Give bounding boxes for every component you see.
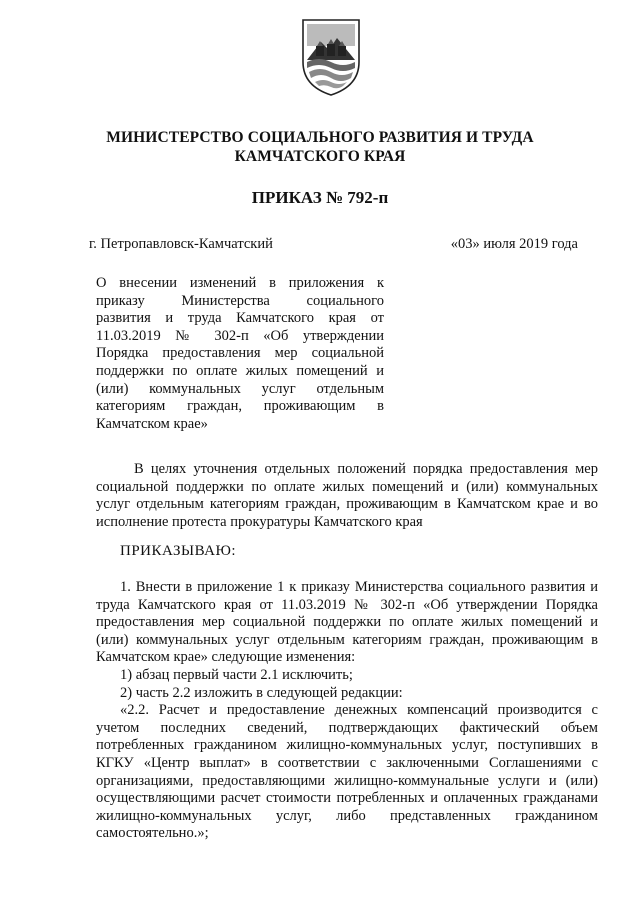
- sub-item-1: 1) абзац первый части 2.1 исключить;: [120, 666, 353, 683]
- subject-line: Порядка предоставления мер социальной: [96, 345, 384, 362]
- ministry-name-line1: МИНИСТЕРСТВО СОЦИАЛЬНОГО РАЗВИТИЯ И ТРУДА: [106, 129, 534, 146]
- subject-line: О внесении изменений в приложения к: [96, 275, 384, 291]
- order-items: [96, 579, 598, 843]
- item-1-paragraph: 1. Внести в приложение 1 к приказу Министерства социального развития и труда Камчатского края от 11.03.2019 № 302-п «Об утверждении Порядка предоставления мер социальной поддержки по оплате жилых помещений и (или) коммунальных услуг отдельным категориям граждан, проживающим в Камчатском крае» следующие изменения:: [96, 579, 598, 666]
- preamble-paragraph: В целях уточнения отдельных положений порядка предоставления мер социальной поддержки по оплате жилых помещений и (или) коммунальных услуг отдельным категориям граждан, проживающим в Камчатском крае и во исполнение протеста прокуратуры Камчатского края: [96, 461, 598, 530]
- order-date: «03» июля 2019 года: [450, 236, 578, 252]
- place-of-issue: г. Петропавловск-Камчатский: [89, 236, 273, 252]
- order-directive: ПРИКАЗЫВАЮ:: [120, 543, 237, 559]
- subject-line: приказу Министерства социального: [96, 292, 384, 309]
- quoted-section-2-2: «2.2. Расчет и предоставление денежных компенсаций производится с учетом последних сведений, подтверждающих фактический объем потребленных гражданином жилищно-коммунальных услуг, поступивших в КГКУ «Центр выплат» в соответствии с заключенными Соглашениями с организациями, предоставляющими жилищно-коммунальные услуги и (или) осуществляющими расчет стоимости потребленных и оплаченных гражданами жилищно-коммунальных услуг, либо представленных гражданином самостоятельно.»;: [96, 702, 598, 842]
- sub-item-2: 2) часть 2.2 изложить в следующей редакции:: [120, 684, 403, 701]
- subject-line: категориям граждан, проживающим в: [96, 398, 384, 415]
- subject-line: поддержки по оплате жилых помещений и: [96, 362, 384, 379]
- subject-line: развития и труда Камчатского края от: [96, 310, 384, 327]
- coat-of-arms-emblem: [299, 16, 363, 98]
- order-subject: [96, 275, 384, 433]
- subject-line: Камчатском крае»: [96, 415, 208, 432]
- subject-line: (или) коммунальных услуг отдельным: [96, 380, 384, 397]
- preamble-block: [96, 461, 598, 531]
- coat-of-arms-icon: [299, 16, 363, 98]
- ministry-name: [0, 128, 640, 166]
- order-title: ПРИКАЗ № 792-п: [251, 188, 389, 207]
- ministry-name-line2: КАМЧАТСКОГО КРАЯ: [234, 148, 406, 165]
- subject-line: 11.03.2019 № 302-п «Об утверждении: [96, 327, 384, 344]
